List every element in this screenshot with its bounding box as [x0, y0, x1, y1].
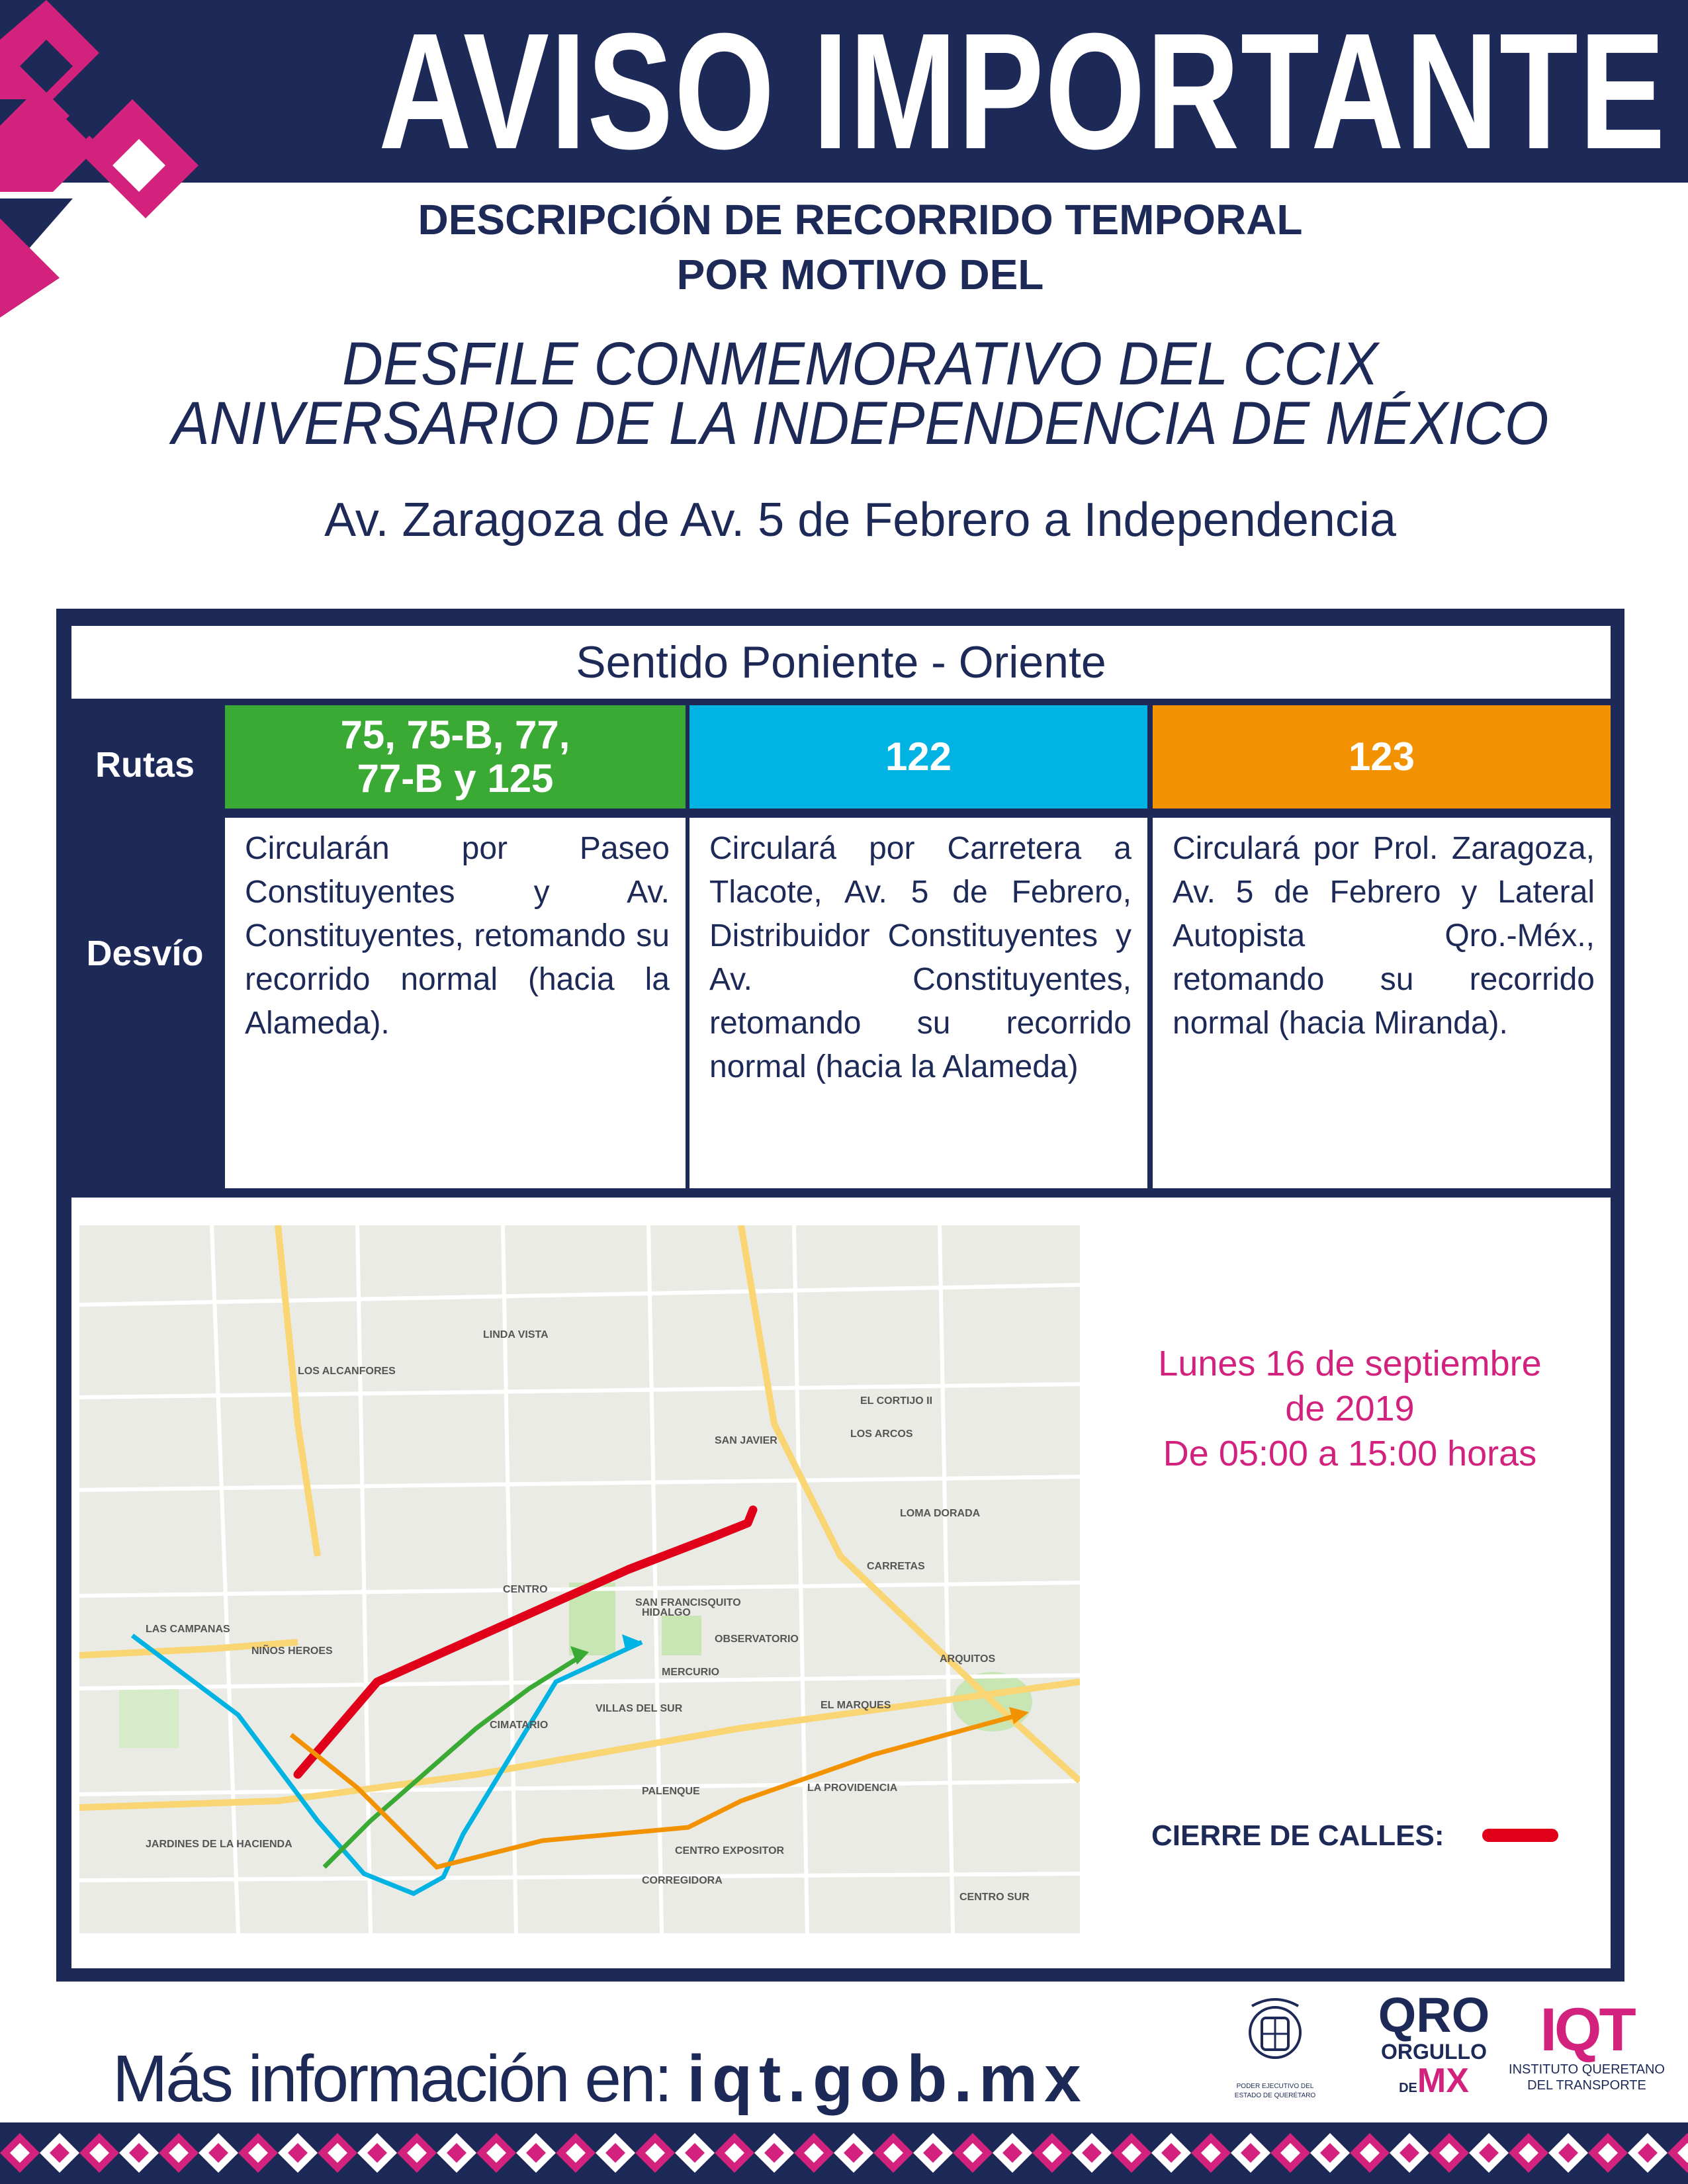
corner-logo-icon [0, 0, 218, 318]
map-label: VILLAS DEL SUR [596, 1703, 683, 1714]
route-label: 122 [885, 734, 952, 779]
map-label: SAN JAVIER [715, 1435, 777, 1446]
map-label: CENTRO SUR [959, 1892, 1030, 1903]
map-label: MERCURIO [662, 1667, 720, 1678]
qro-logo-word: QRO [1378, 1987, 1490, 2042]
page-title: AVISO IMPORTANTE [378, 0, 1667, 183]
map-label: CARRETAS [867, 1561, 925, 1572]
map-label: HIDALGO [642, 1607, 691, 1618]
map-label: CENTRO [503, 1584, 548, 1595]
map-label: SAN FRANCISQUITO [635, 1597, 741, 1608]
detour-row-label: Desvío [86, 934, 204, 973]
detour-description-122: Circulará por Carretera a Tlacote, Av. 5 de Febrero, Distribuidor Constituyentes y Av. Constituyentes, retomando su recorrido normal (hacia la Alameda) [689, 818, 1147, 1188]
seal-icon [1232, 1993, 1318, 2079]
event-title-line-2: ANIVERSARIO DE LA INDEPENDENCIA DE MÉXICO [171, 390, 1549, 457]
legend-closure-swatch [1482, 1829, 1558, 1842]
map-label: LOMA DORADA [900, 1508, 981, 1519]
schedule-time: De 05:00 a 15:00 horas [1163, 1434, 1537, 1473]
qro-orgullo-logo [1371, 1987, 1497, 2116]
detour-description-group-1: Circularán por Paseo Constituyentes y Av. Constituyentes, retomando su recorrido normal (hacia la Alameda). [225, 818, 686, 1188]
footer-prefix: Más información en: [112, 2042, 688, 2116]
event-title-line-1: DESFILE CONMEMORATIVO DEL CCIX [342, 330, 1378, 398]
qro-logo-de: DE [1399, 2081, 1417, 2095]
map-label: ARQUITOS [940, 1653, 996, 1665]
seal-caption: PODER EJECUTIVO DEL ESTADO DE QUERÉTARO [1234, 2083, 1316, 2099]
map-label: JARDINES DE LA HACIENDA [146, 1839, 292, 1850]
map-label: CIMATARIO [490, 1720, 549, 1731]
map-label: EL MARQUES [821, 1700, 891, 1711]
qro-logo-orgullo: ORGULLO [1381, 2040, 1487, 2064]
subtitle-line-1: DESCRIPCIÓN DE RECORRIDO TEMPORAL [418, 196, 1303, 243]
legend-label: CIERRE DE CALLES: [1151, 1819, 1444, 1852]
map-label: LOS ARCOS [850, 1428, 913, 1440]
state-seal-logo [1232, 1993, 1318, 2109]
route-label: 123 [1348, 734, 1415, 779]
map-label: OBSERVATORIO [715, 1634, 799, 1645]
footer-info [112, 2041, 1088, 2117]
direction-header: Sentido Poniente - Oriente [71, 626, 1611, 699]
map-label: CORREGIDORA [642, 1875, 723, 1886]
footer-link[interactable]: iqt.gob.mx [687, 2042, 1088, 2116]
qro-logo-mx-text: MX [1417, 2062, 1469, 2100]
iqt-logo-acronym: IQT [1540, 1996, 1634, 2064]
schedule-date-line-1: Lunes 16 de septiembre [1158, 1344, 1542, 1383]
route-map [79, 1225, 1080, 1933]
route-label: 75, 75-B, 77, 77-B y 125 [340, 713, 570, 801]
map-label: CENTRO EXPOSITOR [675, 1845, 785, 1856]
map-label: EL CORTIJO II [860, 1395, 933, 1407]
qro-logo-mx [1371, 2063, 1497, 2106]
route-cell-123 [1153, 705, 1611, 808]
map-label: LOS ALCANFORES [298, 1366, 396, 1377]
schedule-date-line-2: de 2019 [1285, 1389, 1415, 1428]
map-label: LINDA VISTA [483, 1329, 549, 1340]
detour-description-123: Circulará por Prol. Zaragoza, Av. 5 de Febrero y Lateral Autopista Qro.-Méx., retomando su recorrido normal (hacia Miranda). [1153, 818, 1611, 1188]
iqt-logo [1507, 1998, 1666, 2111]
map-label: PALENQUE [642, 1786, 700, 1797]
routes-row-label: Rutas [95, 745, 195, 785]
map-label: LA PROVIDENCIA [807, 1782, 898, 1794]
map-label: LAS CAMPANAS [146, 1624, 230, 1635]
route-cell-122 [689, 705, 1147, 808]
route-cell-group-1 [225, 705, 686, 808]
iqt-logo-line2: DEL TRANSPORTE [1527, 2078, 1646, 2093]
decorative-pattern [0, 2122, 1688, 2184]
route-segment: Av. Zaragoza de Av. 5 de Febrero a Independencia [324, 494, 1396, 546]
map-label: NIÑOS HEROES [251, 1645, 333, 1657]
subtitle-line-2: POR MOTIVO DEL [676, 251, 1044, 298]
iqt-logo-line1: INSTITUTO QUERETANO [1509, 2062, 1665, 2077]
